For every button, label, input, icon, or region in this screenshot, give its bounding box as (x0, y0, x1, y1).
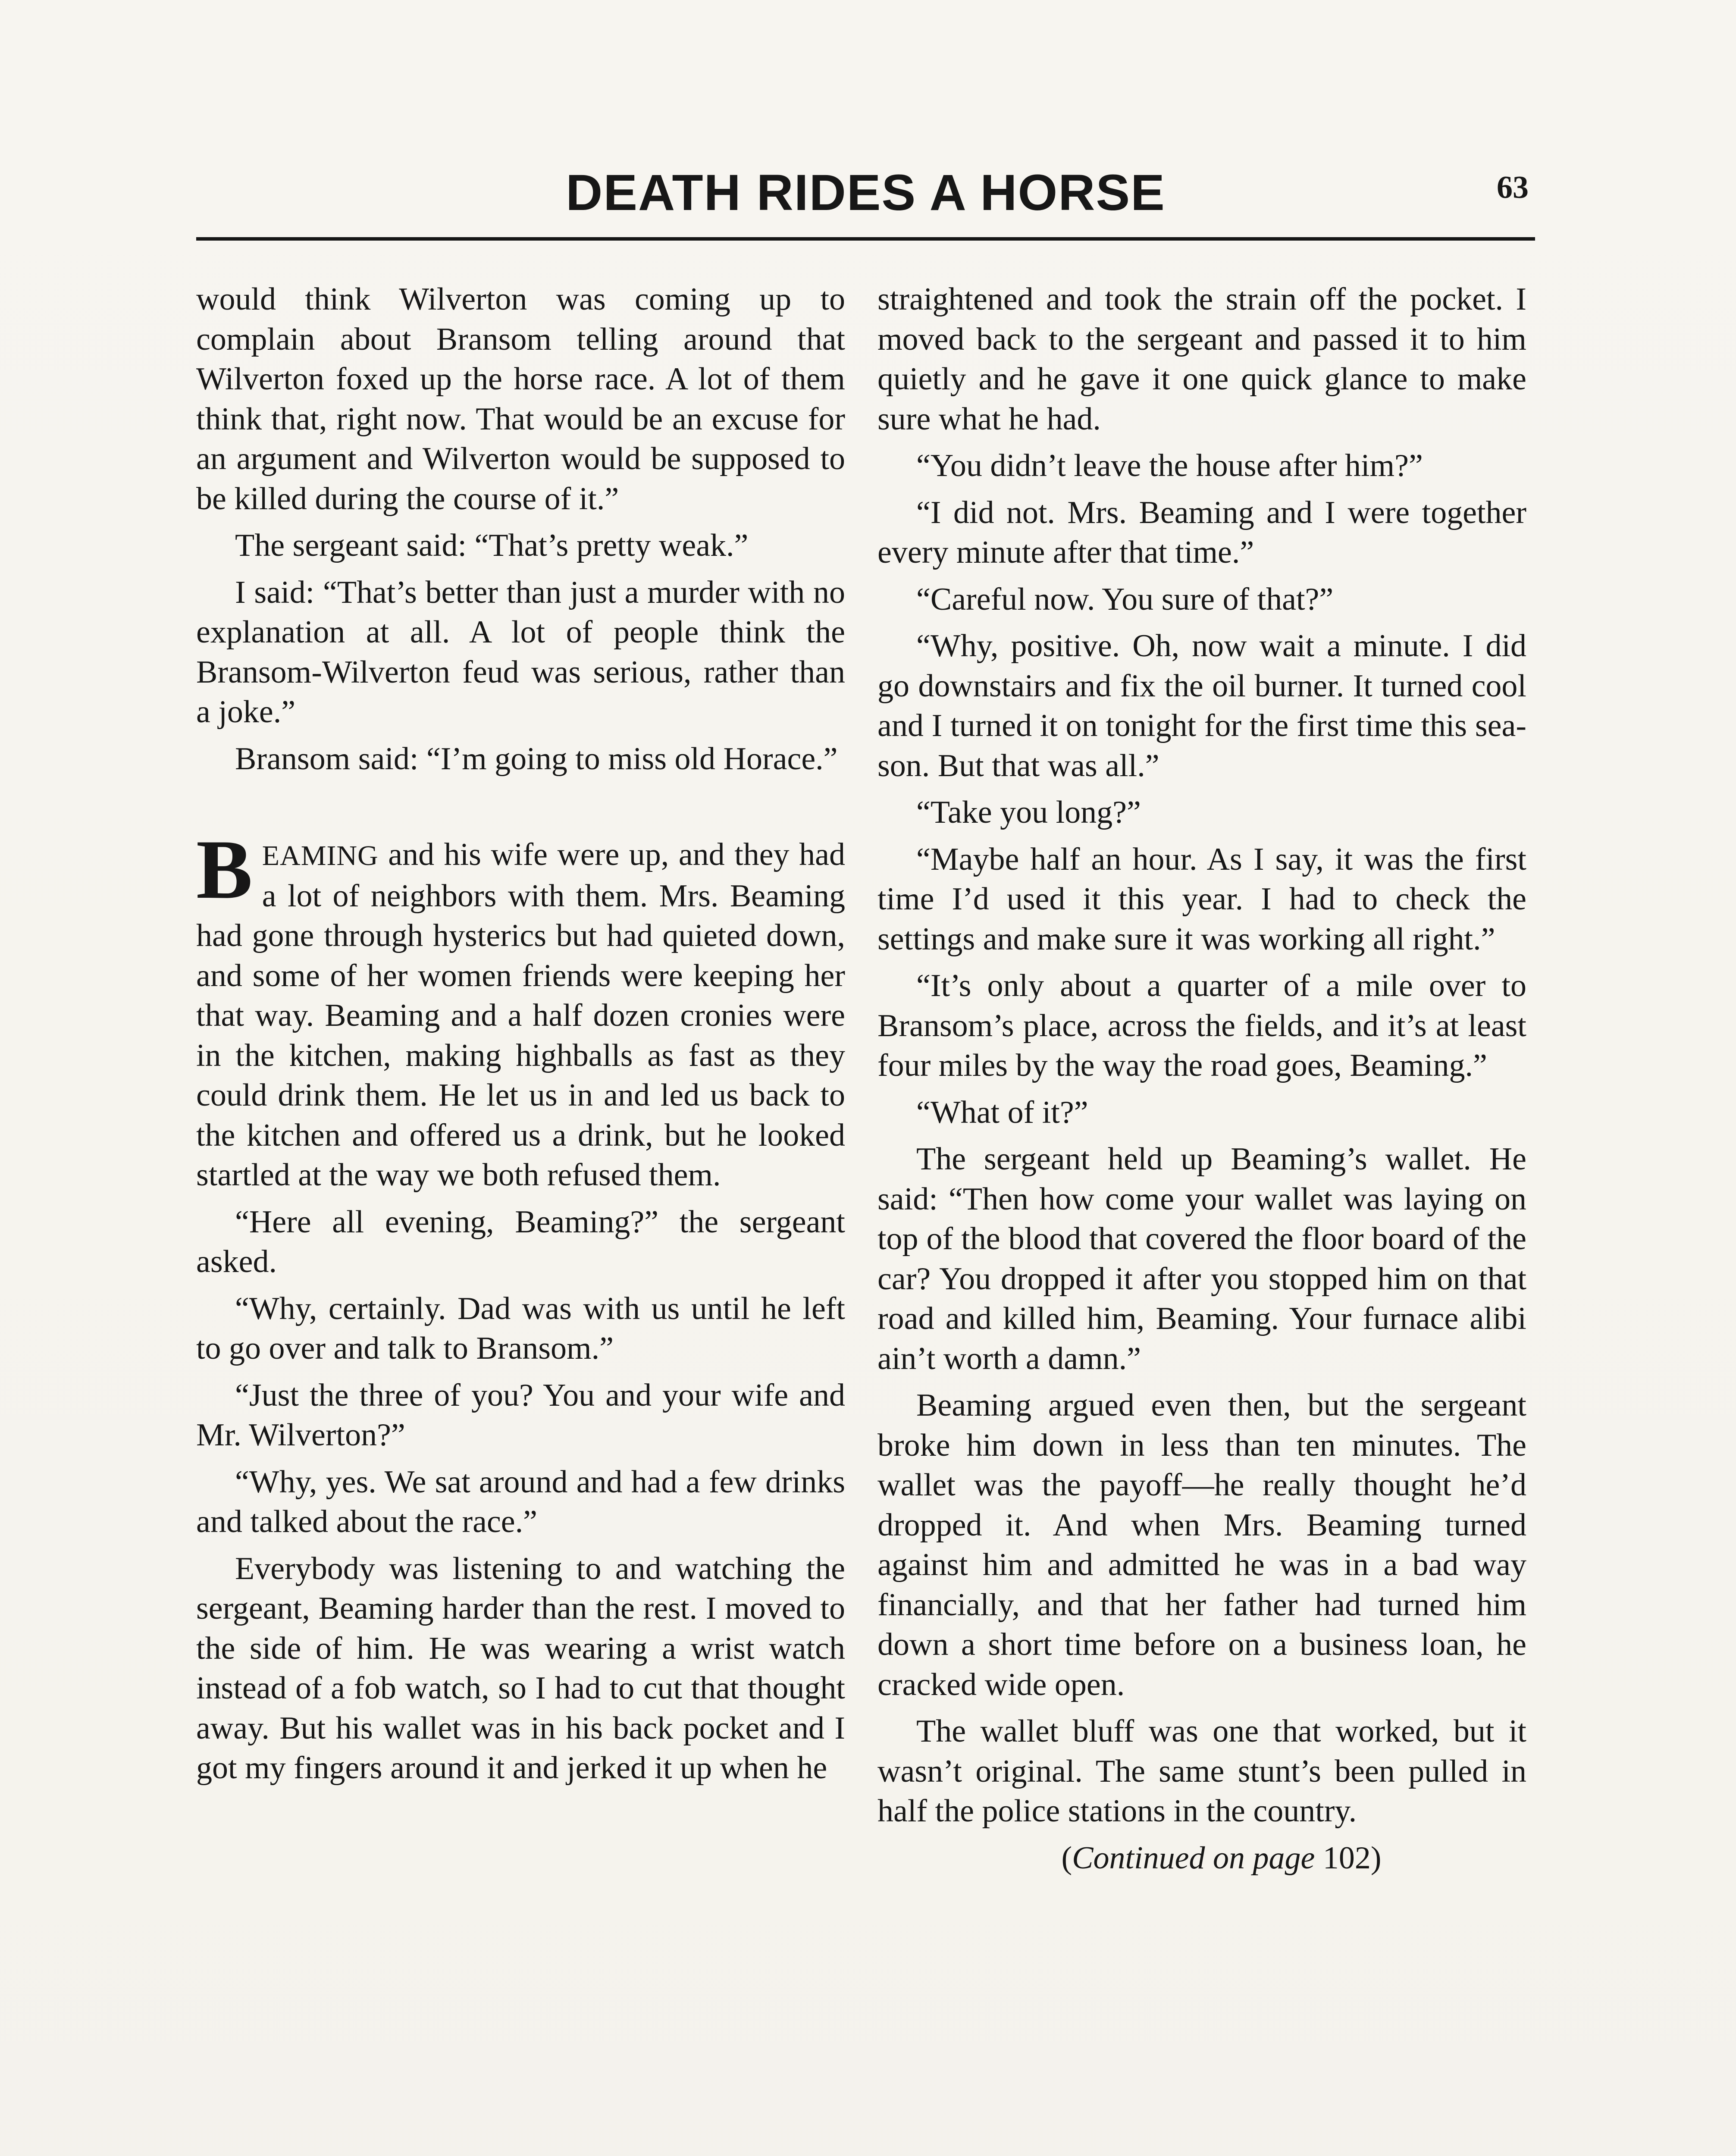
page-number: 63 (1497, 170, 1529, 205)
drop-cap: B (196, 823, 253, 916)
left-column (196, 279, 845, 1795)
paragraph: I said: “That’s better than just a murder with no explanation at all. A lot of people think the Bransom-Wilverton feud was serious, rather than a joke.” (196, 574, 845, 730)
paragraph: Bransom said: “I’m going to miss old Horace.” (235, 741, 838, 777)
story-title: DEATH RIDES A HORSE (566, 164, 1166, 221)
paragraph: “It’s only about a quarter of a mile over to Bransom’s place, across the fields, and it’s at least four miles by the way the road goes, Beaming.” (877, 968, 1526, 1083)
paragraph: straightened and took the strain off the pocket. I moved back to the sergeant and passed it to him quietly and he gave it one quick glance to make sure what he had. (877, 282, 1526, 437)
paragraph: “I did not. Mrs. Beaming and I were together every minute after that time.” (877, 495, 1526, 570)
right-column (877, 279, 1526, 1885)
continued-label: Continued on page (1072, 1840, 1315, 1876)
paragraph: Everybody was listening to and watching the sergeant, Beaming harder than the rest. I moved to the side of him. He was wearing a wrist watch instead of a fob watch, so I had to cut that thought away. But his wallet was in his back pocket and I got my fingers around it and jerked it up when he (196, 1551, 845, 1786)
section-opening-paragraph (196, 823, 845, 1195)
paragraph: would think Wilverton was coming up to complain about Bransom telling around that Wilverton foxed up the horse race. A lot of them think that, right now. That would be an excuse for an argument and Wilverton would be supposed to be killed during the course of it.” (196, 282, 845, 517)
continued-close-paren: ) (1370, 1840, 1382, 1876)
continued-open-paren: ( (1061, 1840, 1072, 1876)
header-rule (196, 237, 1535, 241)
paragraph: “You didn’t leave the house after him?” (916, 448, 1423, 483)
paragraph: “Maybe half an hour. As I say, it was the first time I’d used it this year. I had to check the settings and make sure it was working all right.” (877, 841, 1526, 957)
paragraph: The sergeant held up Beaming’s wallet. He said: “Then how come your wallet was laying on top of the blood that covered the floor board of the car? You dropped it after you stopped him on that road and killed him, Beaming. Your furnace alibi ain’t worth a damn.” (877, 1141, 1526, 1376)
paragraph: “Take you long?” (916, 795, 1141, 830)
paragraph: “Why, yes. We sat around and had a few drinks and talked about the race.” (196, 1464, 845, 1539)
paragraph: “Here all evening, Beaming?” the sergeant asked. (196, 1204, 845, 1279)
section-lead-in: EAMING (262, 840, 379, 871)
paragraph: “Why, positive. Oh, now wait a minute. I did go downstairs and fix the oil burner. It turned cool and I turned it on tonight for the first time this season. But that was all.” (877, 628, 1526, 783)
paragraph: “Why, certainly. Dad was with us until he left to go over and talk to Bransom.” (196, 1291, 845, 1366)
paragraph-text: and his wife were up, and they had a lot of neighbors with them. Mrs. Beaming had gone through hysterics but had quieted down, and some of her women friends were keeping her that way. Beaming and a half dozen cronies were in the kitchen, making highballs as fast as they could drink them. He let us in and led us back to the kitchen and offered us a drink, but he looked startled at the way we both refused them. (196, 837, 845, 1193)
continued-notice (877, 1838, 1526, 1878)
paragraph: “What of it?” (916, 1094, 1088, 1130)
paragraph: Beaming argued even then, but the sergeant broke him down in less than ten minutes. The wallet was the payoff—he really thought he’d dropped it. And when Mrs. Beaming turned against him and admitted he was in a bad way financially, and that her father had turned him down a short time before on a business loan, he cracked wide open. (877, 1388, 1526, 1702)
paragraph: The sergeant said: “That’s pretty weak.” (235, 528, 749, 563)
paragraph: The wallet bluff was one that worked, but it wasn’t original. The same stunt’s been pulled in half the police stations in the country. (877, 1714, 1526, 1829)
paragraph: “Careful now. You sure of that?” (916, 581, 1334, 617)
paragraph: “Just the three of you? You and your wife and Mr. Wilverton?” (196, 1377, 845, 1453)
running-header (196, 160, 1535, 229)
continued-page-number: 102 (1315, 1840, 1371, 1876)
